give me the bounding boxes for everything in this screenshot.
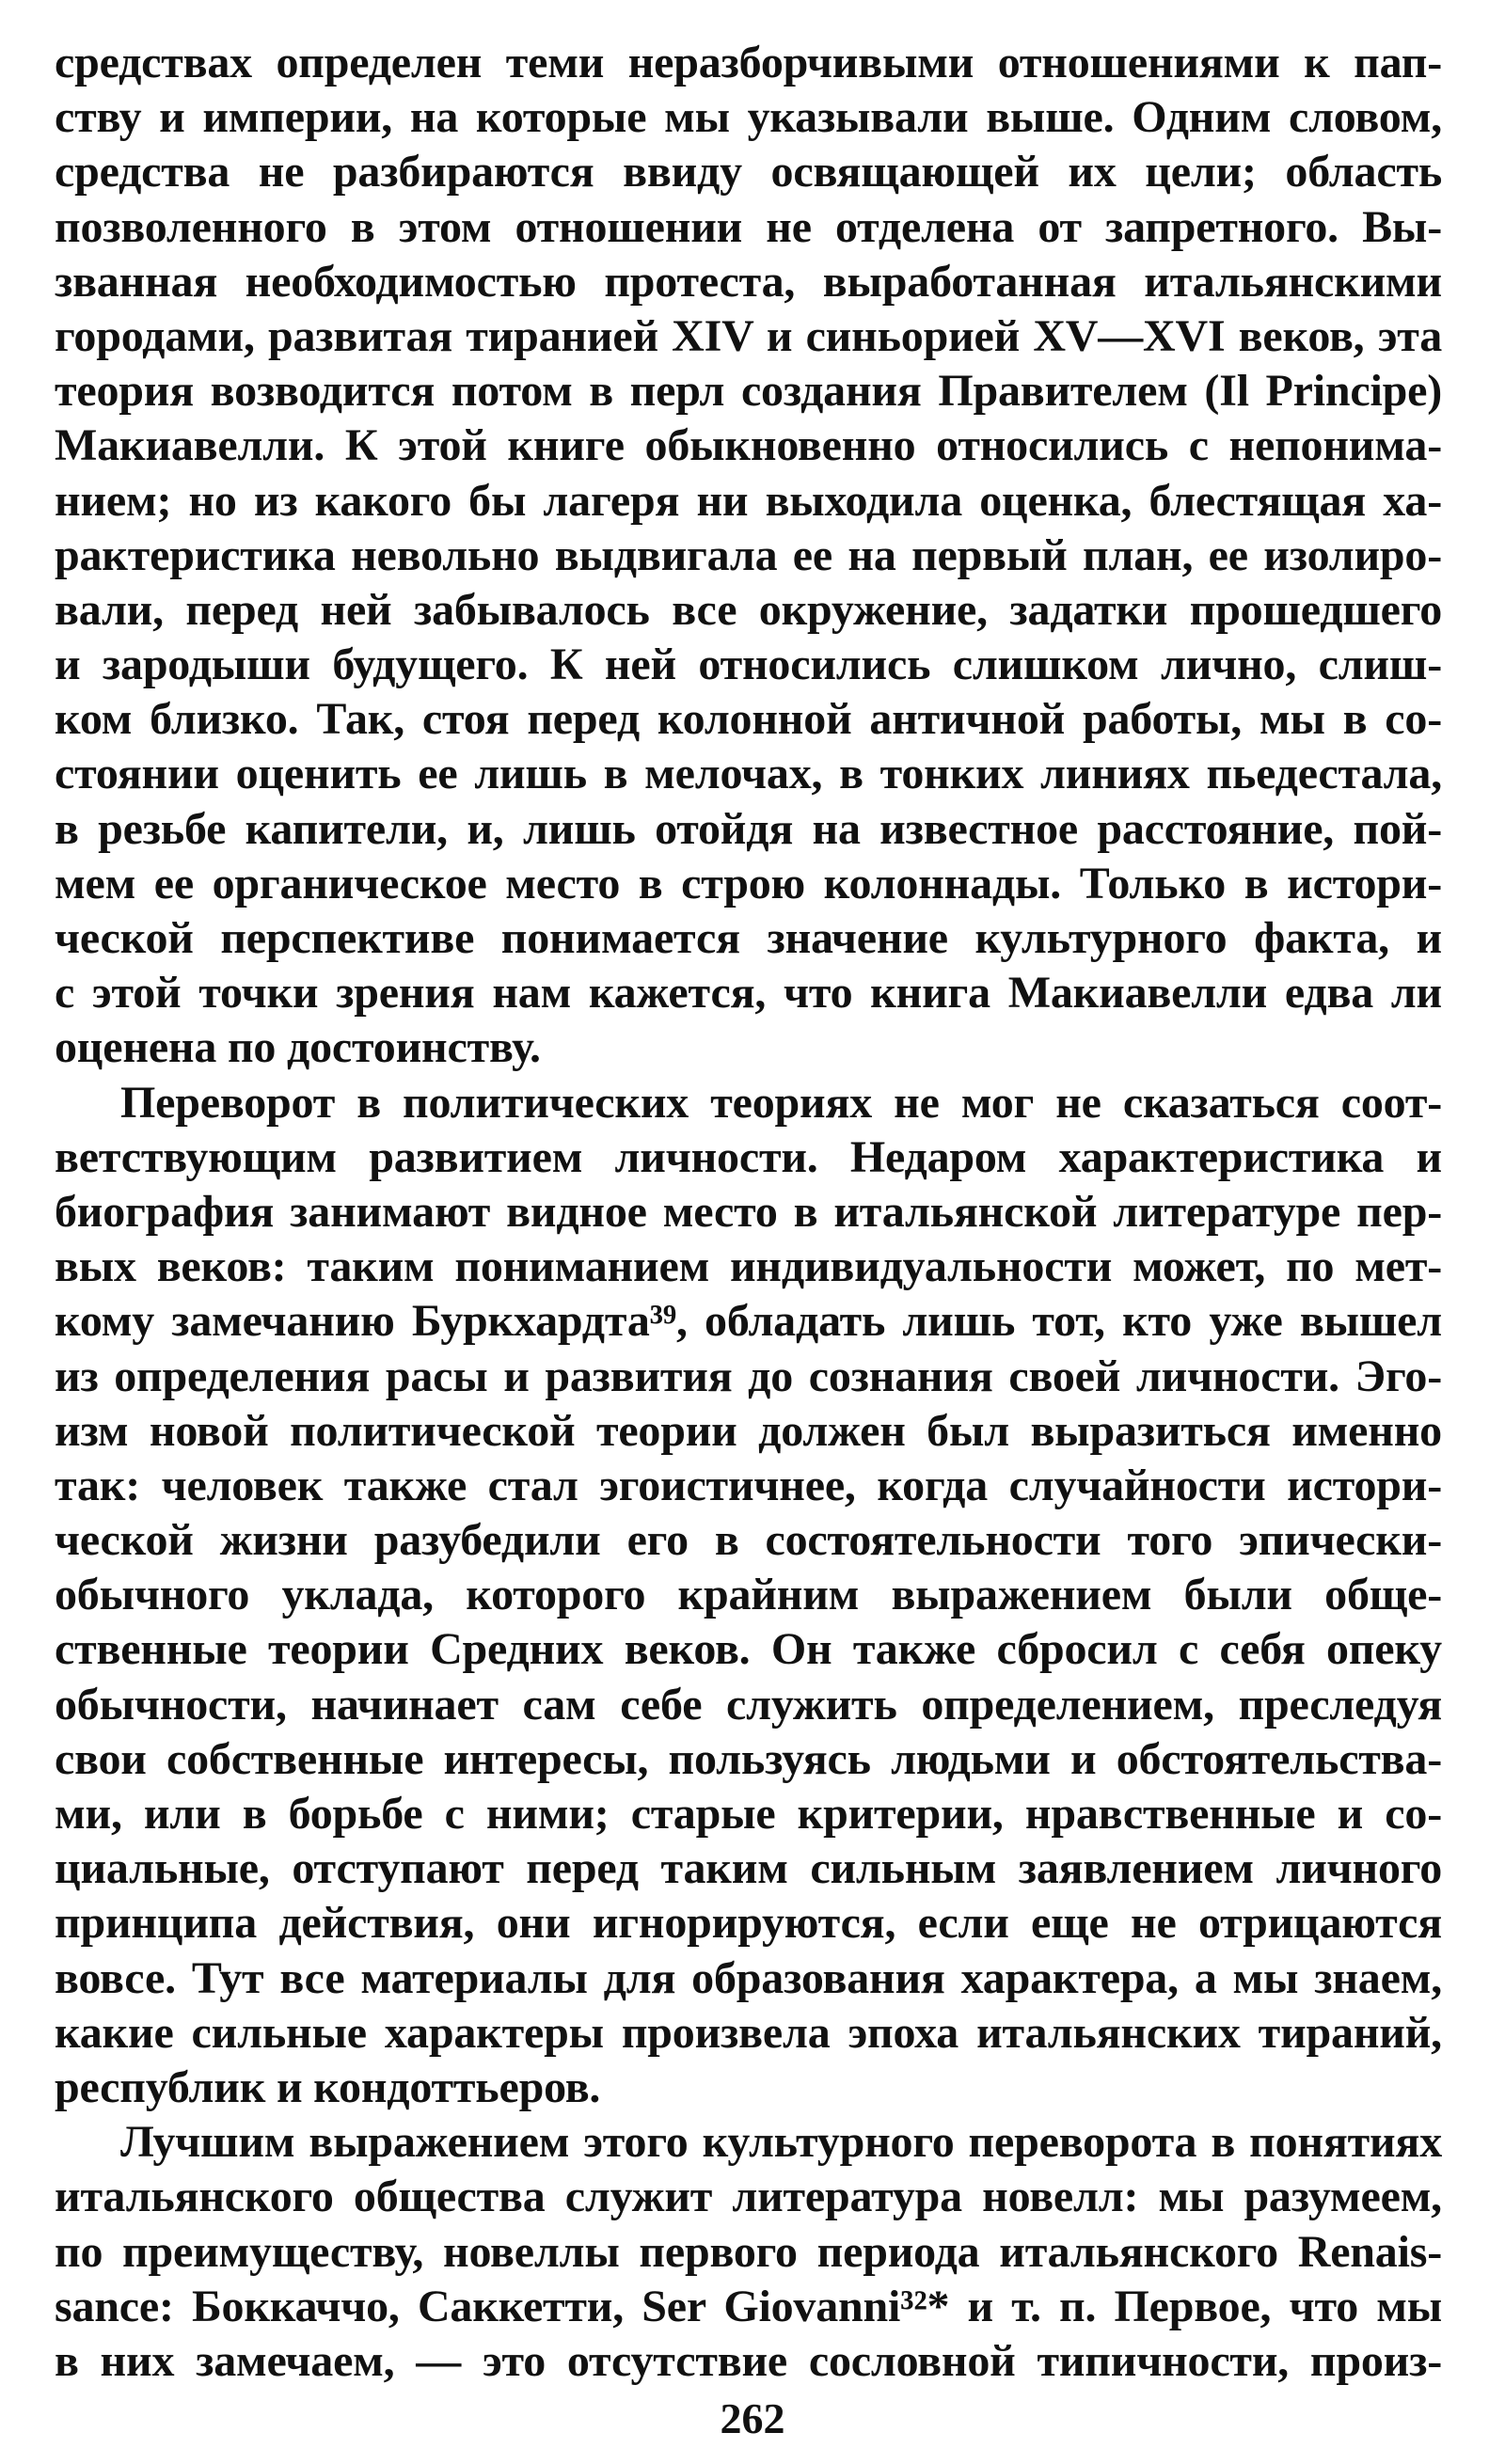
text-line: в них замечаем, — это отсутствие сословной типичности, произ- [55, 2335, 1442, 2386]
text-line: в резьбе капители, и, лишь отойдя на известное расстояние, пой- [55, 803, 1442, 854]
text-line: кому замечанию Буркхардта³⁹, обладать лишь тот, кто уже вышел [55, 1296, 1442, 1347]
text-line: биография занимают видное место в итальянской литературе пер- [55, 1186, 1442, 1237]
text-line: вых веков: таким пониманием индивидуальности может, по мет- [55, 1241, 1442, 1292]
text-line: и зародыши будущего. К ней относились слишком лично, слиш- [55, 640, 1442, 690]
text-line: нием; но из какого бы лагеря ни выходила оценка, блестящая ха- [55, 475, 1442, 526]
text-line: по преимуществу, новеллы первого периода итальянского Renais- [55, 2226, 1442, 2277]
text-line: званная необходимостью протеста, выработанная итальянскими [55, 256, 1442, 307]
text-line: обычности, начинает сам себе служить определением, преследуя [55, 1679, 1442, 1730]
text-line: циальные, отступают перед таким сильным заявлением личного [55, 1843, 1442, 1894]
text-line: принципа действия, они игнорируются, если еще не отрицаются [55, 1898, 1442, 1949]
text-line: средства не разбираются ввиду освящающей их цели; область [55, 147, 1442, 197]
text-line: позволенного в этом отношении не отделена от запретного. Вы- [55, 201, 1442, 252]
text-line: оценена по достоинству. [55, 1022, 541, 1073]
page-number: 262 [720, 2394, 785, 2442]
text-line: ческой перспективе понимается значение культурного факта, и [55, 913, 1442, 963]
text-line: так: человек также стал эгоистичнее, когда случайности истори- [55, 1460, 1442, 1510]
text-line: Макиавелли. К этой книге обыкновенно относились с непонима- [55, 420, 1442, 471]
paragraph-3 [55, 2115, 1442, 2389]
text-line: свои собственные интересы, пользуясь людьми и обстоятельства- [55, 1733, 1442, 1784]
text-line: Лучшим выражением этого культурного переворота в понятиях [120, 2117, 1442, 2168]
text-line: городами, развитая тиранией XIV и синьорией XV—XVI веков, эта [55, 310, 1442, 361]
text-line: теория возводится потом в перл создания Правителем (Il Principe) [55, 366, 1442, 417]
text-line: ветствующим развитием личности. Недаром характеристика и [55, 1131, 1442, 1182]
text-line: республик и кондоттьеров. [55, 2061, 601, 2112]
text-line: ком близко. Так, стоя перед колонной античной работы, мы в со- [55, 694, 1442, 745]
text-line: изм новой политической теории должен был выразиться именно [55, 1405, 1442, 1456]
text-line: ственные теории Средних веков. Он также сбросил с себя опеку [55, 1624, 1442, 1675]
text-line: ми, или в борьбе с ними; старые критерии, нравственные и со- [55, 1789, 1442, 1839]
text-line: sance: Боккаччо, Саккетти, Ser Giovanni³²* и т. п. Первое, что мы [55, 2281, 1442, 2331]
text-line: ству и империи, на которые мы указывали выше. Одним словом, [55, 92, 1442, 143]
text-line: Переворот в политических теориях не мог не сказаться соот- [120, 1077, 1442, 1128]
text-line: вали, перед ней забывалось все окружение, задатки прошедшего [55, 584, 1442, 635]
text-line: мем ее органическое место в строю колоннады. Только в истори- [55, 858, 1442, 908]
paragraph-2 [55, 1076, 1442, 2116]
paragraph-1 [55, 36, 1442, 1076]
text-line: из определения расы и развития до сознания своей личности. Эго- [55, 1350, 1442, 1401]
page-text [55, 36, 1442, 2389]
text-line: стоянии оценить ее лишь в мелочах, в тонких линиях пьедестала, [55, 749, 1442, 799]
text-line: средствах определен теми неразборчивыми отношениями к пап- [55, 38, 1442, 87]
text-line: вовсе. Тут все материалы для образования характера, а мы знаем, [55, 1952, 1442, 2003]
text-line: какие сильные характеры произвела эпоха итальянских тираний, [55, 2007, 1442, 2058]
text-line: итальянского общества служит литература новелл: мы разумеем, [55, 2172, 1442, 2222]
text-line: обычного уклада, которого крайним выражением были обще- [55, 1570, 1442, 1620]
text-line: с этой точки зрения нам кажется, что книга Макиавелли едва ли [55, 968, 1442, 1019]
text-line: рактеристика невольно выдвигала ее на первый план, ее изолиро- [55, 529, 1442, 580]
text-line: ческой жизни разубедили его в состоятельности того эпически- [55, 1515, 1442, 1566]
